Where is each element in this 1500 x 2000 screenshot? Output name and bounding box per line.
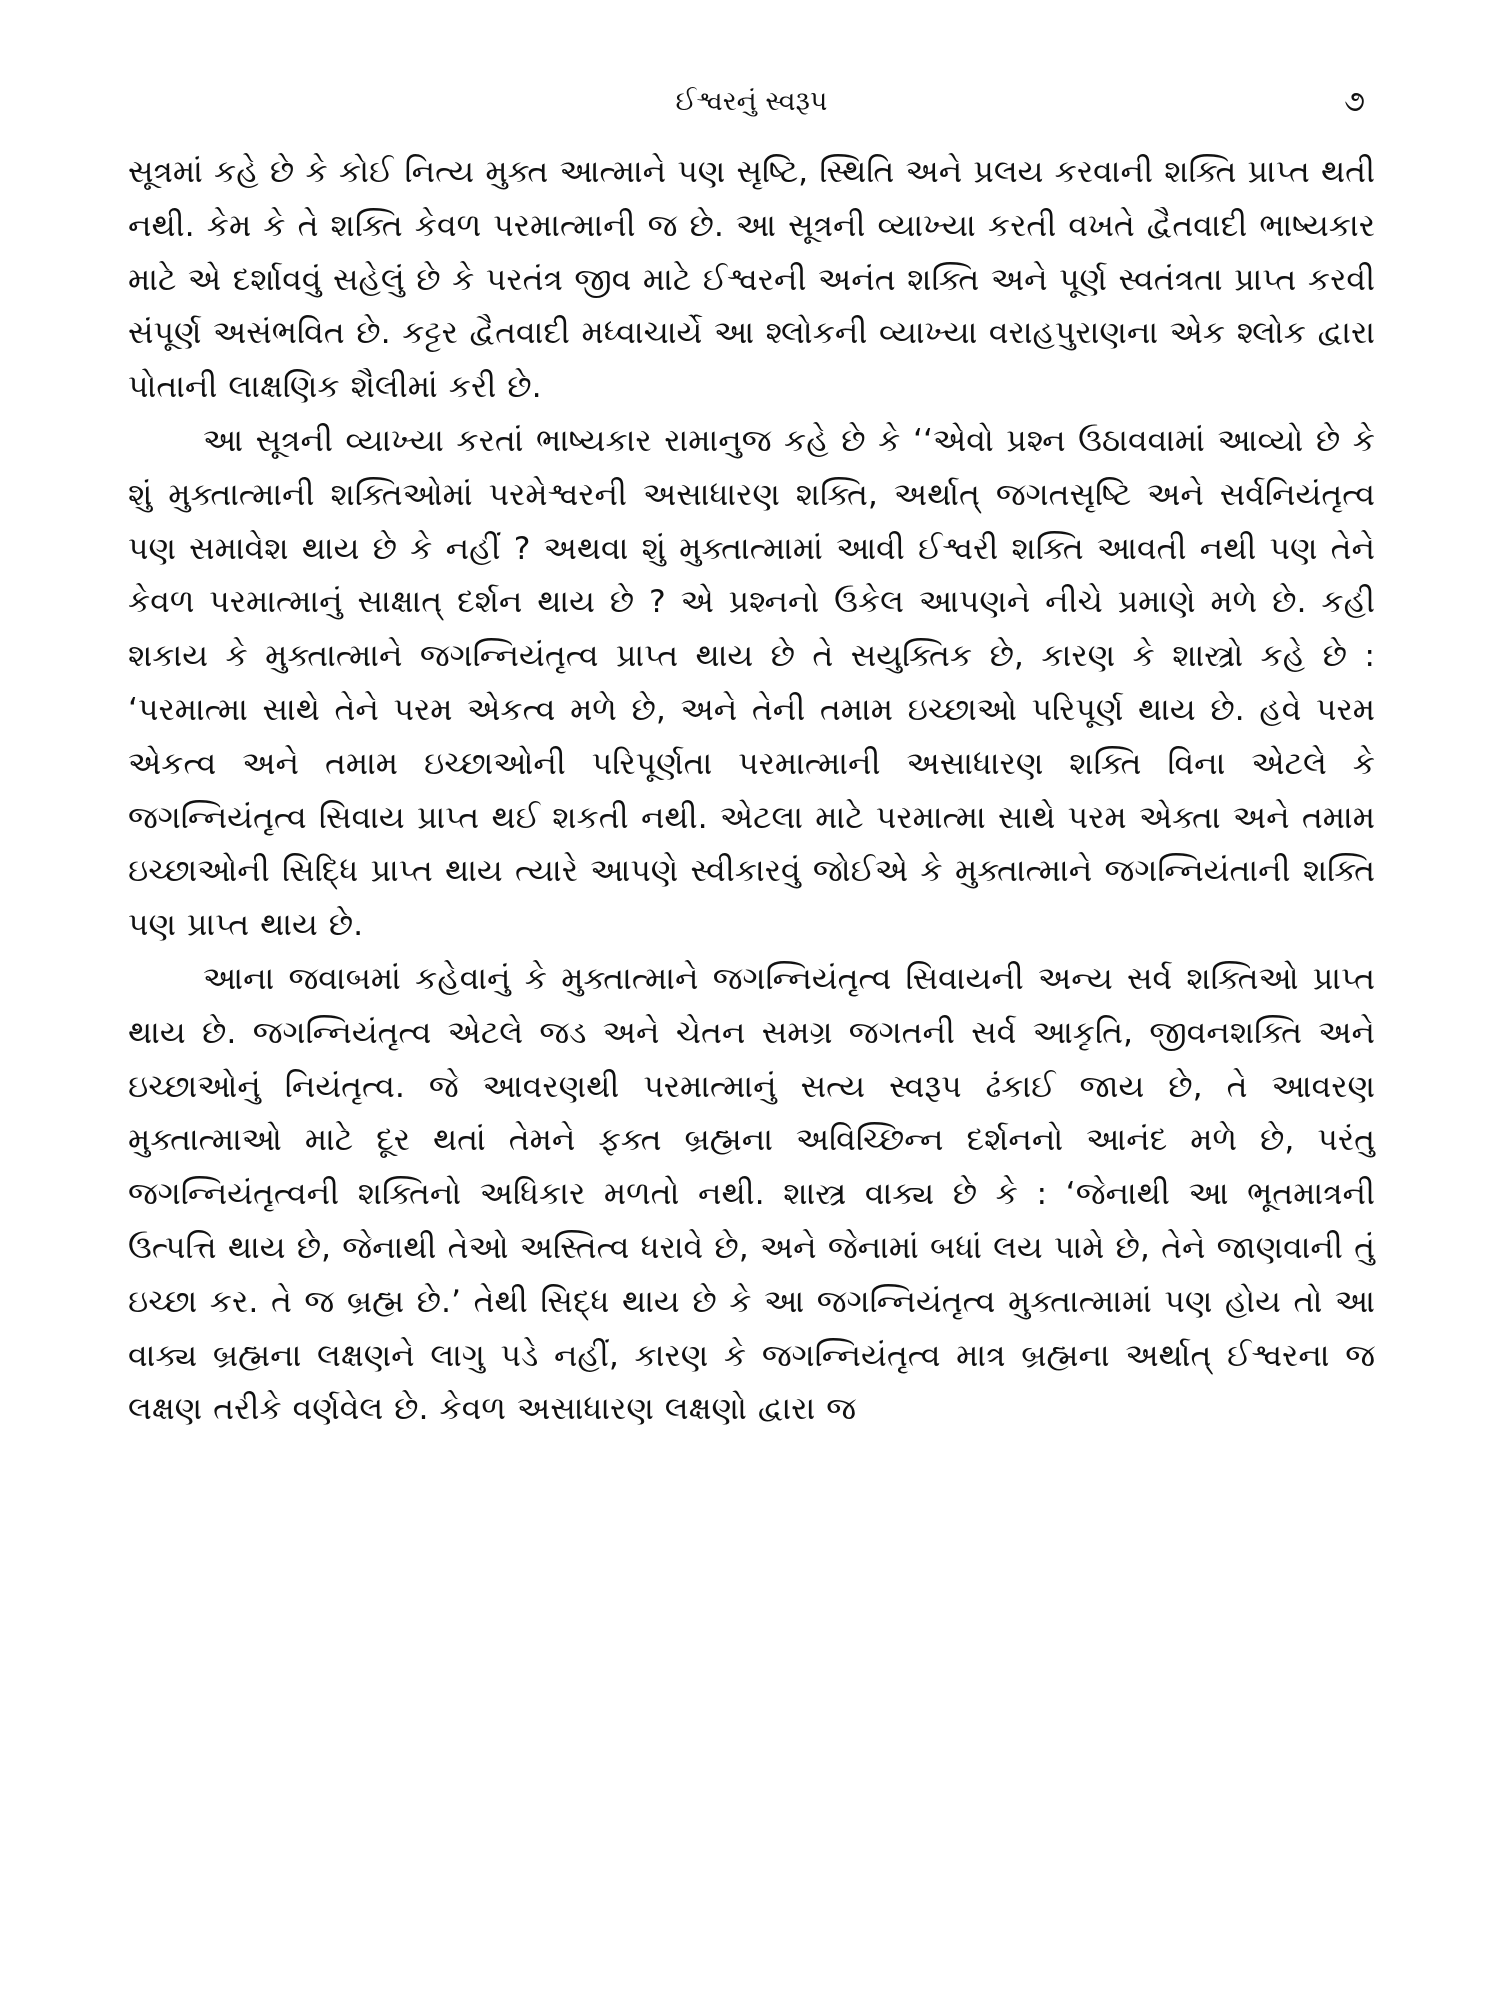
header-title: ઈશ્વરનું સ્વરૂપ	[675, 86, 828, 117]
paragraph-1: સૂત્રમાં કહે છે કે કોઈ નિત્ય મુક્ત આત્માને પણ સૃષ્ટિ, સ્થિતિ અને પ્રલય કરવાની શક્તિ પ્રાપ્ત થતી નથી. કેમ કે તે શક્તિ કેવળ પરમાત્માની જ છે. આ સૂત્રની વ્યાખ્યા કરતી વખતે દ્વૈતવાદી ભાષ્યકાર માટે એ દર્શાવવું સહેલું છે કે પરતંત્ર જીવ માટે ઈશ્વરની અનંત શક્તિ અને પૂર્ણ સ્વતંત્રતા પ્રાપ્ત કરવી સંપૂર્ણ અસંભવિત છે. કટ્ટર દ્વૈતવાદી મધ્વાચાર્યે આ શ્લોકની વ્યાખ્યા વરાહપુરાણના એક શ્લોક દ્વારા પોતાની લાક્ષણિક શૈલીમાં કરી છે.	[128, 154, 1375, 406]
paragraph-2: આ સૂત્રની વ્યાખ્યા કરતાં ભાષ્યકાર રામાનુજ કહે છે કે ‘‘એવો પ્રશ્ન ઉઠાવવામાં આવ્યો છે કે શું મુક્તાત્માની શક્તિઓમાં પરમેશ્વરની અસાધારણ શક્તિ, અર્થાત્ જગતસૃષ્ટિ અને સર્વનિયંતૃત્વ પણ સમાવેશ થાય છે કે નહીં ? અથવા શું મુક્તાત્મામાં આવી ઈશ્વરી શક્તિ આવતી નથી પણ તેને કેવળ પરમાત્માનું સાક્ષાત્ દર્શન થાય છે ? એ પ્રશ્નનો ઉકેલ આપણને નીચે પ્રમાણે મળે છે. કહી શકાય કે મુક્તાત્માને જગન્નિયંતૃત્વ પ્રાપ્ત થાય છે તે સયુક્તિક છે, કારણ કે શાસ્ત્રો કહે છે : ‘પરમાત્મા સાથે તેને પરમ એકત્વ મળે છે, અને તેની તમામ ઇચ્છાઓ પરિપૂર્ણ થાય છે. હવે પરમ એકત્વ અને તમામ ઇચ્છાઓની પરિપૂર્ણતા પરમાત્માની અસાધારણ શક્તિ વિના એટલે કે જગન્નિયંતૃત્વ સિવાય પ્રાપ્ત થઈ શકતી નથી. એટલા માટે પરમાત્મા સાથે પરમ એક્તા અને તમામ ઇચ્છાઓની સિદ્ધિ પ્રાપ્ત થાય ત્યારે આપણે સ્વીકારવું જોઈએ કે મુક્તાત્માને જગન્નિયંતાની શક્તિ પણ પ્રાપ્ત થાય છે.	[128, 422, 1375, 944]
page-number: ૭	[1344, 84, 1365, 119]
running-header	[128, 82, 1375, 140]
body-text	[128, 146, 1375, 1437]
paragraph-3: આના જવાબમાં કહેવાનું કે મુક્તાત્માને જગન્નિયંતૃત્વ સિવાયની અન્ય સર્વ શક્તિઓ પ્રાપ્ત થાય છે. જગન્નિયંતૃત્વ એટલે જડ અને ચેતન સમગ્ર જગતની સર્વ આકૃતિ, જીવનશક્તિ અને ઇચ્છાઓનું નિયંતૃત્વ. જે આવરણથી પરમાત્માનું સત્ય સ્વરૂપ ઢંકાઈ જાય છે, તે આવરણ મુક્તાત્માઓ માટે દૂર થતાં તેમને ફક્ત બ્રહ્મના અવિચ્છિન્ન દર્શનનો આનંદ મળે છે, પરંતુ જગન્નિયંતૃત્વની શક્તિનો અધિકાર મળતો નથી. શાસ્ત્ર વાક્ય છે કે : ‘જેનાથી આ ભૂતમાત્રની ઉત્પત્તિ થાય છે, જેનાથી તેઓ અસ્તિત્વ ધરાવે છે, અને જેનામાં બધાં લય પામે છે, તેને જાણવાની તું ઇચ્છા કર. તે જ બ્રહ્મ છે.’ તેથી સિદ્ધ થાય છે કે આ જગન્નિયંતૃત્વ મુક્તાત્મામાં પણ હોય તો આ વાક્ય બ્રહ્મના લક્ષણને લાગુ પડે નહીં, કારણ કે જગન્નિયંતૃત્વ માત્ર બ્રહ્મના અર્થાત્ ઈશ્વરના જ લક્ષણ તરીકે વર્ણવેલ છે. કેવળ અસાધારણ લક્ષણો દ્વારા જ	[128, 960, 1375, 1428]
